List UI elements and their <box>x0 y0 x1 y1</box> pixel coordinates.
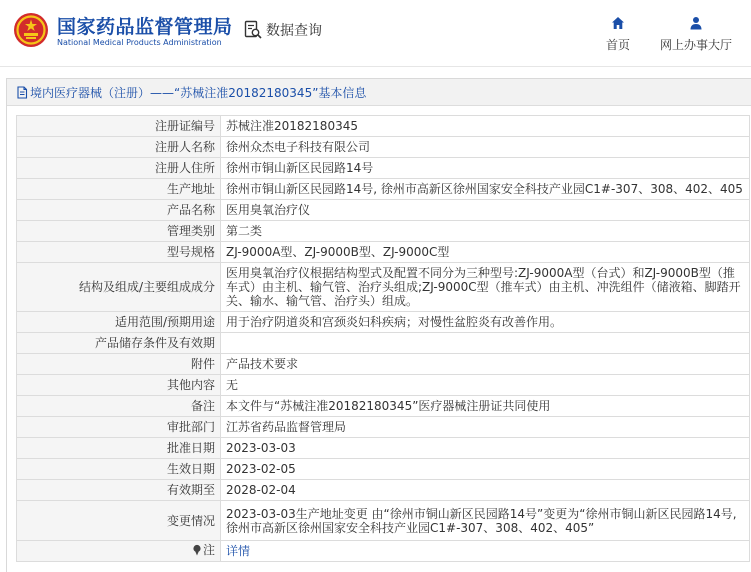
field-value: 第二类 <box>221 221 750 242</box>
field-label: 变更情况 <box>17 501 221 541</box>
field-label: 适用范围/预期用途 <box>17 312 221 333</box>
field-label: 审批部门 <box>17 417 221 438</box>
field-label: 型号规格 <box>17 242 221 263</box>
nav-online-service-hall-label: 网上办事大厅 <box>660 38 733 52</box>
table-row <box>17 354 750 375</box>
field-label: 产品储存条件及有效期 <box>17 333 221 354</box>
details-link[interactable]: 详情 <box>226 544 251 558</box>
pin-icon <box>192 544 202 556</box>
table-row <box>17 480 750 501</box>
note-label-text: 注 <box>202 543 215 557</box>
table-row <box>17 438 750 459</box>
field-label: 生产地址 <box>17 179 221 200</box>
field-label: 有效期至 <box>17 480 221 501</box>
section-title: 境内医疗器械（注册）——“苏械注准20182180345”基本信息 <box>30 85 367 100</box>
field-label: 批准日期 <box>17 438 221 459</box>
table-row <box>17 221 750 242</box>
field-value: 苏械注准20182180345 <box>221 116 750 137</box>
field-value: 医用臭氧治疗仪根据结构型式及配置不同分为三种型号:ZJ-9000A型（台式）和ZJ-9000B型（推车式）由主机、输气管、治疗头组成;ZJ-9000C型（推车式）由主机、冲洗组件（储液箱、脚踏开关、输水、输气管、治疗头）组成。 <box>221 263 750 312</box>
field-label: 产品名称 <box>17 200 221 221</box>
field-value: 用于治疗阴道炎和宫颈炎妇科疾病；对慢性盆腔炎有改善作用。 <box>221 312 750 333</box>
note-row <box>17 541 750 562</box>
field-label: 注册人住所 <box>17 158 221 179</box>
data-query-link[interactable] <box>243 20 322 40</box>
table-row <box>17 375 750 396</box>
field-label: 管理类别 <box>17 221 221 242</box>
header-divider <box>0 66 751 67</box>
search-document-icon <box>243 20 263 40</box>
registration-info-table <box>16 115 750 562</box>
table-row <box>17 179 750 200</box>
field-value: 产品技术要求 <box>221 354 750 375</box>
section-title-bar <box>7 79 751 106</box>
brand-name-en[interactable]: National Medical Products Administration <box>57 38 222 47</box>
site-header <box>0 0 751 66</box>
field-label: 注册人名称 <box>17 137 221 158</box>
field-label: 结构及组成/主要组成成分 <box>17 263 221 312</box>
nav-online-service-hall[interactable] <box>660 16 732 53</box>
field-label: 备注 <box>17 396 221 417</box>
nmpa-emblem-icon[interactable] <box>13 12 49 48</box>
home-icon <box>611 16 625 30</box>
table-row <box>17 116 750 137</box>
field-value: ZJ-9000A型、ZJ-9000B型、ZJ-9000C型 <box>221 242 750 263</box>
field-value: 2023-03-03生产地址变更 由“徐州市铜山新区民园路14号”变更为“徐州市铜山新区民园路14号, 徐州市高新区徐州国家安全科技产业园C1#-307、308、402、405” <box>221 501 750 541</box>
nav-home-label: 首页 <box>606 38 631 52</box>
field-label: 其他内容 <box>17 375 221 396</box>
field-value: 江苏省药品监督管理局 <box>221 417 750 438</box>
table-row <box>17 242 750 263</box>
note-value-cell <box>221 541 750 562</box>
note-label-cell <box>17 541 221 562</box>
field-value <box>221 333 750 354</box>
user-icon <box>689 16 703 30</box>
field-value: 2023-03-03 <box>221 438 750 459</box>
table-row <box>17 459 750 480</box>
table-row <box>17 396 750 417</box>
field-value: 本文件与“苏械注准20182180345”医疗器械注册证共同使用 <box>221 396 750 417</box>
table-row <box>17 137 750 158</box>
field-value: 无 <box>221 375 750 396</box>
document-icon <box>16 86 28 99</box>
table-row <box>17 158 750 179</box>
data-query-label: 数据查询 <box>266 23 322 39</box>
field-value: 徐州众杰电子科技有限公司 <box>221 137 750 158</box>
nav-home[interactable] <box>606 16 630 53</box>
table-row <box>17 417 750 438</box>
table-row <box>17 200 750 221</box>
brand-name-cn[interactable]: 国家药品监督管理局 <box>57 16 233 38</box>
field-value: 徐州市铜山新区民园路14号, 徐州市高新区徐州国家安全科技产业园C1#-307、308、402、405 <box>221 179 750 200</box>
table-row <box>17 263 750 312</box>
field-value: 医用臭氧治疗仪 <box>221 200 750 221</box>
field-label: 生效日期 <box>17 459 221 480</box>
table-row <box>17 333 750 354</box>
table-row <box>17 501 750 541</box>
field-label: 附件 <box>17 354 221 375</box>
note-label <box>192 543 215 557</box>
field-value: 2023-02-05 <box>221 459 750 480</box>
detail-panel <box>6 78 751 572</box>
table-row <box>17 312 750 333</box>
field-value: 2028-02-04 <box>221 480 750 501</box>
field-label: 注册证编号 <box>17 116 221 137</box>
field-value: 徐州市铜山新区民园路14号 <box>221 158 750 179</box>
